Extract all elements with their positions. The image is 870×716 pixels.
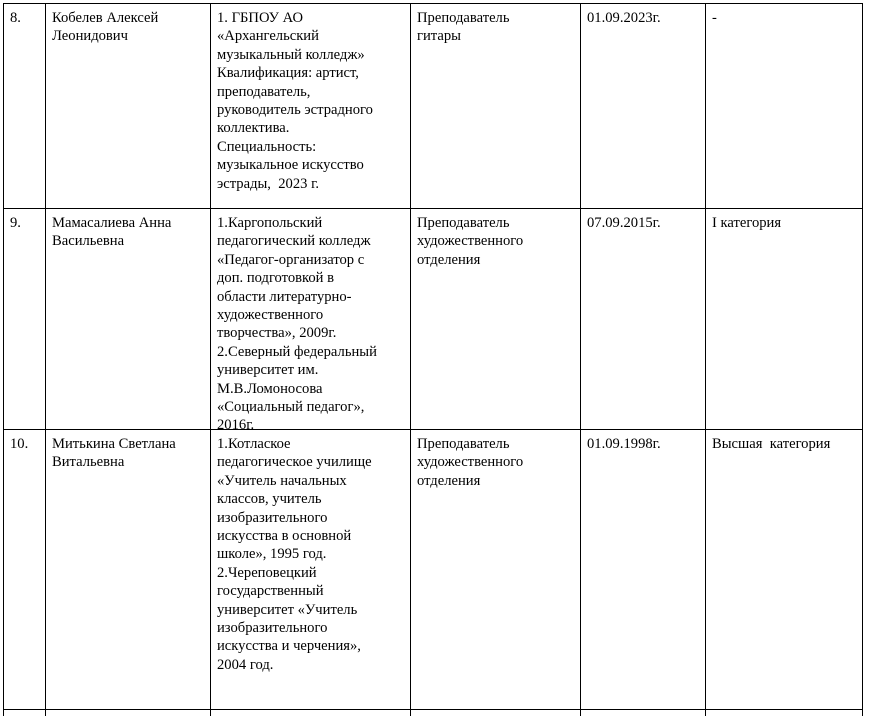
- cell-line: эстрады, 2023 г.: [217, 175, 320, 192]
- position-cell: [417, 9, 510, 46]
- row-border: [3, 709, 863, 710]
- cell-line: 1.Каргопольский: [217, 215, 323, 231]
- cell-line: М.В.Ломоносова: [217, 380, 323, 397]
- cell-line: Квалификация: артист,: [217, 65, 359, 82]
- cell-line: Преподаватель: [417, 10, 510, 26]
- row-number-cell: [10, 9, 21, 27]
- category-cell: [712, 9, 717, 27]
- cell-line: доп. подготовкой в: [217, 270, 335, 287]
- cell-line: руководитель эстрадного: [217, 102, 373, 119]
- cell-line: Митькина Светлана: [52, 436, 176, 452]
- category-cell: [712, 214, 781, 232]
- cell-line: государственный: [217, 583, 324, 600]
- cell-line: художественного: [417, 454, 524, 471]
- cell-line: искусства в основной: [217, 528, 352, 545]
- cell-line: 01.09.1998г.: [587, 436, 661, 452]
- row-border: [3, 208, 863, 209]
- cell-line: классов, учитель: [217, 491, 322, 508]
- column-border: [410, 3, 411, 716]
- column-border: [210, 3, 211, 716]
- cell-line: коллектива.: [217, 120, 290, 137]
- column-border: [705, 3, 706, 716]
- cell-line: творчества», 2009г.: [217, 325, 337, 342]
- cell-line: 07.09.2015г.: [587, 215, 661, 231]
- cell-line: «Учитель начальных: [217, 472, 347, 489]
- cell-line: 2004 год.: [217, 656, 274, 673]
- column-border: [580, 3, 581, 716]
- cell-line: Специальность:: [217, 138, 317, 155]
- cell-line: художественного: [417, 233, 524, 250]
- education-cell: [217, 435, 372, 674]
- cell-line: Леонидович: [52, 28, 128, 45]
- cell-line: Витальевна: [52, 454, 125, 471]
- cell-line: педагогическое училище: [217, 454, 372, 471]
- cell-line: изобразительного: [217, 509, 328, 526]
- row-number-cell: [10, 214, 21, 232]
- cell-line: Кобелев Алексей: [52, 10, 159, 26]
- cell-line: 8.: [10, 10, 21, 26]
- education-cell: [217, 214, 377, 435]
- cell-line: 10.: [10, 436, 29, 452]
- cell-line: Мамасалиева Анна: [52, 215, 172, 231]
- education-cell: [217, 9, 373, 193]
- cell-line: преподаватель,: [217, 83, 311, 100]
- name-cell: [52, 214, 171, 251]
- position-cell: [417, 214, 523, 269]
- column-border: [45, 3, 46, 716]
- cell-line: Преподаватель: [417, 215, 510, 231]
- row-border: [3, 429, 863, 430]
- cell-line: музыкальный колледж»: [217, 46, 365, 63]
- cell-line: Преподаватель: [417, 436, 510, 452]
- start-date-cell: [587, 435, 661, 453]
- cell-line: «Архангельский: [217, 28, 319, 45]
- cell-line: «Педагог-организатор с: [217, 251, 365, 268]
- cell-line: музыкальное искусство: [217, 157, 364, 174]
- cell-line: 1. ГБПОУ АО: [217, 10, 304, 26]
- cell-line: 9.: [10, 215, 21, 231]
- cell-line: «Социальный педагог»,: [217, 399, 365, 416]
- cell-line: педагогический колледж: [217, 233, 371, 250]
- cell-line: гитары: [417, 28, 461, 45]
- cell-line: 1.Котласкоe: [217, 436, 291, 452]
- position-cell: [417, 435, 523, 490]
- row-number-cell: [10, 435, 28, 453]
- cell-line: школе», 1995 год.: [217, 546, 327, 563]
- column-border: [3, 3, 4, 716]
- cell-line: художественного: [217, 307, 324, 324]
- cell-line: I категория: [712, 215, 782, 231]
- cell-line: области литературно-: [217, 288, 352, 305]
- start-date-cell: [587, 214, 661, 232]
- cell-line: 01.09.2023г.: [587, 10, 661, 26]
- cell-line: изобразительного: [217, 620, 328, 637]
- cell-line: университет им.: [217, 362, 319, 379]
- cell-line: 2.Северный федеральный: [217, 343, 377, 360]
- cell-line: искусства и черчения»,: [217, 638, 361, 655]
- cell-line: отделения: [417, 251, 481, 268]
- name-cell: [52, 435, 176, 472]
- row-border: [3, 3, 863, 4]
- cell-line: отделения: [417, 472, 481, 489]
- cell-line: -: [712, 10, 717, 26]
- category-cell: [712, 435, 830, 453]
- cell-line: Высшая категория: [712, 436, 831, 452]
- cell-line: университет «Учитель: [217, 601, 358, 618]
- cell-line: 2016г.: [217, 417, 255, 434]
- cell-line: 2.Череповецкий: [217, 564, 317, 581]
- cell-line: Васильевна: [52, 233, 125, 250]
- column-border: [862, 3, 863, 716]
- name-cell: [52, 9, 158, 46]
- start-date-cell: [587, 9, 661, 27]
